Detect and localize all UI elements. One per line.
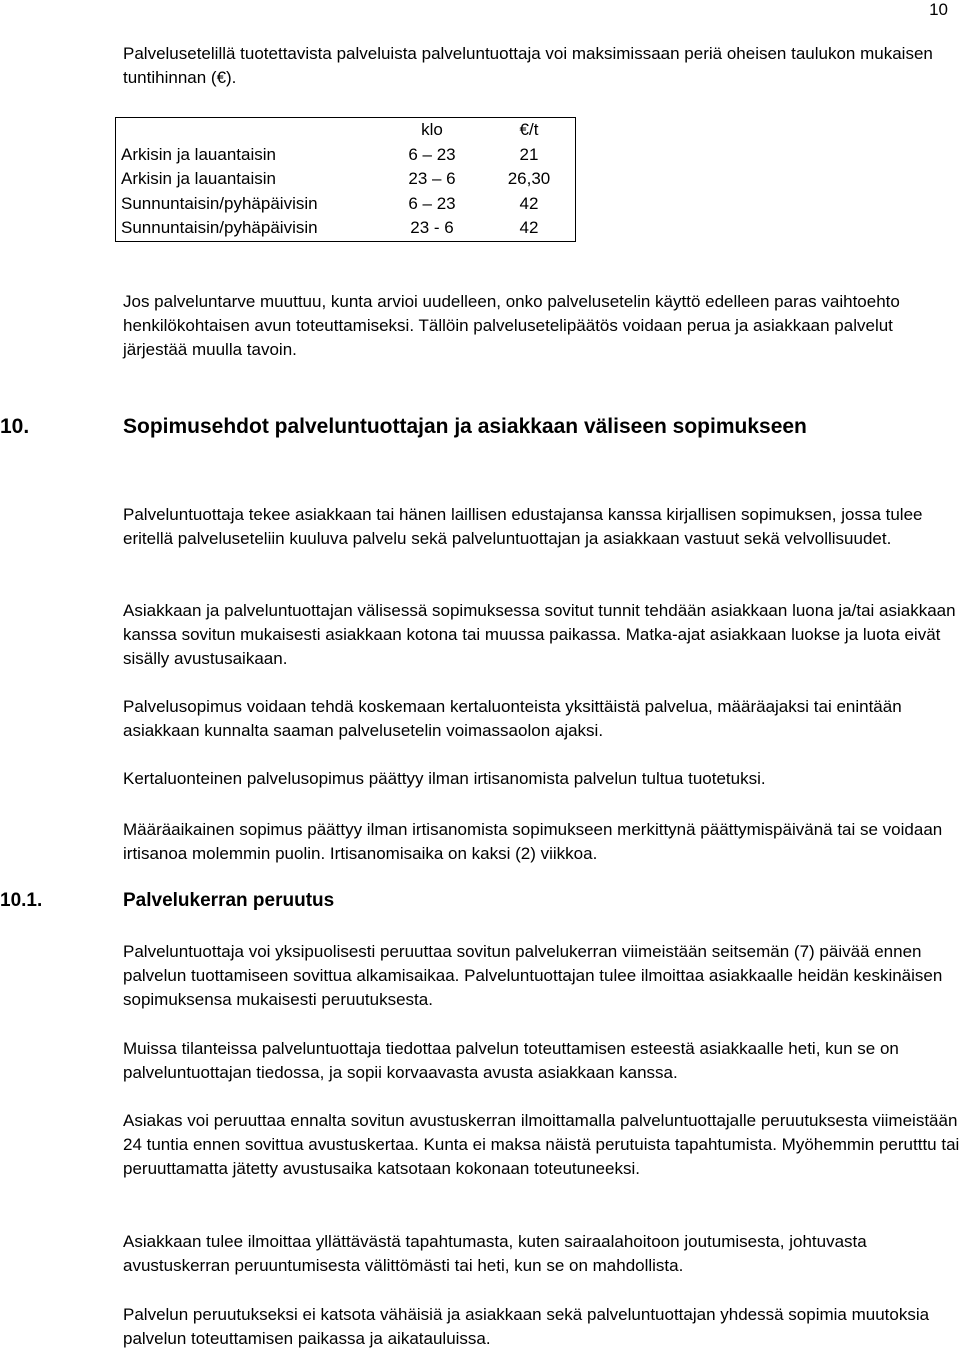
body-paragraph: Kertaluonteinen palvelusopimus päättyy ilman irtisanomista palvelun tultua tuotetuksi. <box>123 769 766 788</box>
body-paragraph: Palveluntuottaja tekee asiakkaan tai hänen laillisen edustajansa kanssa kirjallisen sopimuksen, jossa tulee eritellä palveluseteliin kuuluva palvelu sekä palveluntuottajan ja asiakkaan vastuut sekä velvollisuudet. <box>123 505 923 548</box>
table-cell: 23 - 6 <box>410 218 454 238</box>
table-cell: 42 <box>519 193 539 213</box>
body-paragraph: Asiakkaan tulee ilmoittaa yllättävästä tapahtumasta, kuten sairaalahoitoon joutumisesta, johtuvasta avustuskerran peruuntumisesta välittömästi tai heti, kun se on mahdollista. <box>123 1232 867 1275</box>
service-change-paragraph: Jos palveluntarve muuttuu, kunta arvioi uudelleen, onko palvelusetelin käyttö edelleen paras vaihtoehto henkilökohtaisen avun toteuttamiseksi. Tällöin palvelusetelipäätös voidaan perua ja asiakkaan palvelut järjestää muulla tavoin. <box>123 292 900 359</box>
body-paragraph: Palvelusopimus voidaan tehdä koskemaan kertaluonteista yksittäistä palvelua, määräajaksi tai enintään asiakkaan kunnalta saaman palvelusetelin voimassaolon ajaksi. <box>123 697 902 740</box>
table-row <box>116 192 576 217</box>
table-header-cell: €/t <box>519 120 539 140</box>
intro-paragraph: Palvelusetelillä tuotettavista palveluista palveluntuottaja voi maksimissaan periä oheisen taulukon mukaisen tuntihinnan (€). <box>123 44 933 87</box>
section-number: 10. <box>0 415 30 438</box>
rate-table <box>115 117 576 242</box>
table-cell: 6 – 23 <box>408 144 456 164</box>
table-row <box>116 167 576 192</box>
table-cell: Arkisin ja lauantaisin <box>121 169 276 189</box>
table-header-row <box>116 118 576 143</box>
body-paragraph: Palvelun peruutukseksi ei katsota vähäisiä ja asiakkaan sekä palveluntuottajan yhdessä sopimia muutoksia palvelun toteuttamisen paikassa ja aikatauluissa. <box>123 1305 930 1348</box>
table-cell: 23 – 6 <box>408 169 456 189</box>
body-paragraph: Palveluntuottaja voi yksipuolisesti peruuttaa sovitun palvelukerran viimeistään seitsemän (7) päivää ennen palvelun tuottamiseen sovittua alkamisaikaa. Palveluntuottajan tulee ilmoittaa asiakkaalle heidän keskinäisen sopimuksensa mukaisesti peruutuksesta. <box>123 942 943 1009</box>
table-row <box>116 216 576 241</box>
section-title: Sopimusehdot palveluntuottajan ja asiakkaan väliseen sopimukseen <box>123 415 807 438</box>
table-cell: 6 – 23 <box>408 193 456 213</box>
page-number: 10 <box>929 0 948 19</box>
section-title: Palvelukerran peruutus <box>123 890 335 911</box>
body-paragraph: Määräaikainen sopimus päättyy ilman irtisanomista sopimukseen merkittynä päättymispäivänä tai se voidaan irtisanoa molemmin puolin. Irtisanomisaika on kaksi (2) viikkoa. <box>123 820 943 863</box>
table-cell: Sunnuntaisin/pyhäpäivisin <box>121 193 318 213</box>
body-paragraph: Asiakas voi peruuttaa ennalta sovitun avustuskerran ilmoittamalla palveluntuottajalle peruutuksesta viimeistään 24 tuntia ennen sovittua avustuskertaa. Kunta ei maksa näistä perutuista tapahtumista. Myöhemmin perutttu tai peruuttamatta jätetty avustusaika katsotaan kokonaan toteutuneeksi. <box>123 1111 960 1178</box>
body-paragraph: Muissa tilanteissa palveluntuottaja tiedottaa palvelun toteuttamisen esteestä asiakkaalle heti, kun se on palveluntuottajan tiedossa, ja sopii korvaavasta avusta asiakkaan kanssa. <box>123 1039 899 1082</box>
table-header-cell <box>116 118 382 143</box>
body-paragraph: Asiakkaan ja palveluntuottajan välisessä sopimuksessa sovitut tunnit tehdään asiakkaan luona ja/tai asiakkaan kanssa sovitun mukaisesti asiakkaan kotona tai muussa paikassa. Matka-ajat asiakkaan luokse ja luota eivät sisälly avustusaikaan. <box>123 601 956 668</box>
table-cell: Arkisin ja lauantaisin <box>121 144 276 164</box>
table-cell: 42 <box>519 218 539 238</box>
table-cell: 21 <box>519 144 539 164</box>
table-cell: 26,30 <box>507 169 551 189</box>
table-header-cell: klo <box>421 120 443 140</box>
table-row <box>116 143 576 168</box>
table-cell: Sunnuntaisin/pyhäpäivisin <box>121 218 318 238</box>
section-number: 10.1. <box>0 890 43 911</box>
